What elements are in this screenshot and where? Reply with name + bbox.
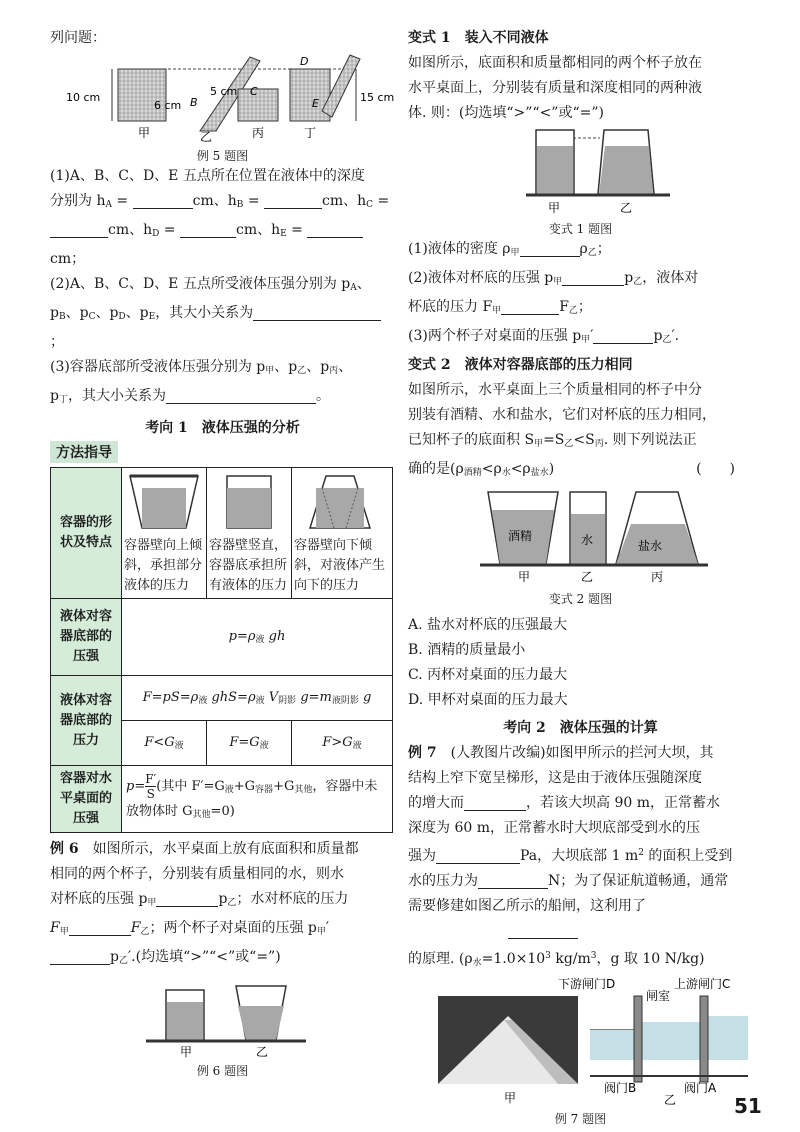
ex6-cup-jia: 甲 [180,1045,193,1058]
variant1-caption: 变式 1 题图 [548,222,613,236]
answer-blank[interactable] [50,222,108,238]
example-7: 例 7 (人教图片改编)如图甲所示的拦河大坝，其 结构上窄下宽呈梯形，这是由于液体压强随深度 的增大而 ，若该大坝高 90 m，正常蓄水 深度为 60 m，正常蓄水时大坝底部受到水的压 强为 Pa，大坝底部 1 $m^2$ 的面积上受到 水的压力为 N；为了保证航道畅通，通常 需要修建如图乙所示的船闸，这利用了 的原理. ($\rho_水=1.0\times 10^3$ $kg/m^3$，g 取 10 N/kg) [408,745,733,968]
photo-jia: 甲 [504,1091,517,1105]
container-up-cell: 容器壁向上倾斜，承担部分液体的压力 [122,468,207,599]
valve-b-label: 阀门B [604,1081,637,1095]
answer-blank[interactable] [166,388,316,404]
example5-figure [50,51,395,143]
example-6: 例 6 如图所示，水平桌面上放有底面积和质量都 相同的两个杯子，分别装有质量相同的水，则水 对杯底的压强 $p_甲$ $p_乙$；水对杯底的压力 $F_甲$ $F_乙$；两个杯子对桌面的压强 $p_甲'$ $p_乙'$.(均选填“>”“<”或“=”) [50,841,359,966]
variant2-options [408,613,753,713]
method-guide-table [50,467,393,833]
force-greater: $F>G_液$ [292,721,393,766]
container-wider-top-icon [124,470,204,532]
row-head-shape: 容器的形状及特点 [51,468,122,599]
intro-text: 列问题： [50,30,106,46]
label-E: E [312,97,319,110]
variant2-figure [408,486,753,586]
section-heading-2: 考向 2 液体压强的计算 [503,720,658,736]
answer-blank[interactable] [593,328,653,344]
label-6cm: 6 cm [154,99,182,112]
v2-cup-jia: 甲 [518,570,531,584]
row-head-table-pressure: 容器对水平桌面的压强 [51,766,122,833]
variant2-title: 变式 2 液体对容器底部的压力相同 [408,357,633,373]
option-d[interactable]: D. 甲杯对桌面的压力最大 [408,692,568,708]
answer-blank[interactable] [478,873,548,889]
option-a[interactable]: A. 盐水对杯底的压强最大 [408,617,568,633]
label-15cm: 15 cm [360,91,395,104]
answer-blank[interactable] [133,193,193,209]
method-guide-tag: 方法指导 [50,441,118,463]
row-head-force: 液体对容器底部的压力 [51,676,122,766]
table-pressure-formula: p= $\frac{F'}{S}$ (其中 $F'=G_液+G_{容器}+G_{其他}$，容器中未放物体时 $G_{其他}=0$) [122,766,393,833]
right-column [408,26,753,1127]
container-vertical-cell: 容器壁竖直，容器底承担所有液体的压力 [207,468,292,599]
label-10cm: 10 cm [66,91,101,104]
cup-yi: 乙 [200,130,213,143]
variant1-questions: (1)液体的密度 $\rho_甲$ $\rho_乙$； (2)液体对杯底的压强 $p_甲$ $p_乙$，液体对 杯底的压力 $F_甲$ $F_乙$； (3)两个杯子对桌面的压强 $p_甲'$ $p_乙'$. [408,241,699,345]
answer-blank[interactable] [156,891,218,907]
question-1: (1)A、B、C、D、E 五点所在位置在液体中的深度 分别为 $h_A$ = cm、$h_B$ = cm、$h_C$ = cm、$h_D$ = cm、$h_E$ = cm； [50,168,390,267]
variant1-figure [408,126,753,216]
force-equal: $F=G_液$ [207,721,292,766]
section-heading-1: 考向 1 液体压强的分析 [145,420,300,436]
answer-blank[interactable] [253,305,381,321]
container-narrow-top-icon [294,470,386,532]
cup-jia: 甲 [138,126,151,140]
liquid-water: 水 [581,533,594,547]
answer-blank[interactable] [436,848,520,864]
example7-caption: 例 7 题图 [554,1112,607,1126]
pressure-formula: $p=\rho_液$ gh [122,599,393,676]
example7-figure [408,976,753,1106]
question-2: (2)A、B、C、D、E 五点所受液体压强分别为 $p_A$、 $p_B$、$p_C$、$p_D$、$p_E$，其大小关系为； [50,272,395,355]
answer-blank[interactable] [264,193,322,209]
force-formula: $F=pS=\rho_液$ $ghS=\rho_液$ $V_{阴影}$ $g=m_{液阴影}$ g [122,676,393,721]
variant1-text: 如图所示，底面积和质量都相同的两个杯子放在 水平桌面上，分别装有质量和深度相同的两种液 体. 则：(均选填“>”“<”或“=”) [408,55,702,121]
v1-cup-jia: 甲 [548,201,561,215]
row-head-pressure: 液体对容器底部的压强 [51,599,122,676]
force-less: $F<G_液$ [122,721,207,766]
label-5cm: 5 cm [210,85,238,98]
page-number: 51 [734,1094,762,1118]
valve-a-label: 阀门A [684,1081,717,1095]
answer-blank[interactable] [464,795,526,811]
example5-caption: 例 5 题图 [196,149,249,163]
v2-cup-yi: 乙 [581,570,594,584]
ex6-cup-yi: 乙 [256,1045,269,1058]
cup-bing: 丙 [252,126,265,140]
option-c[interactable]: C. 丙杯对桌面的压力最大 [408,667,568,683]
answer-blank[interactable] [307,222,363,238]
liquid-alcohol: 酒精 [508,529,533,543]
up-gate-label: 上游闸门C [674,977,731,991]
answer-blank[interactable] [501,299,559,315]
down-gate-label: 下游闸门D [558,977,616,991]
cup-ding: 丁 [304,126,317,140]
left-column [50,26,395,1079]
option-b[interactable]: B. 酒精的质量最小 [408,642,526,658]
diagram-yi: 乙 [664,1093,677,1106]
container-straight-icon [209,470,289,532]
label-B: B [190,96,198,109]
label-D: D [300,55,309,68]
liquid-brine: 盐水 [638,539,663,553]
variant2-caption: 变式 2 题图 [548,592,613,606]
label-C: C [250,85,258,98]
v2-cup-bing: 丙 [651,570,664,584]
container-down-cell: 容器壁向下倾斜，对液体产生向下的压力 [292,468,393,599]
answer-blank[interactable] [180,222,236,238]
answer-blank[interactable] [50,949,110,965]
question-3: (3)容器底部所受液体压强分别为 $p_甲$、$p_乙$、$p_丙$、 $p_丁$，其大小关系为 。 [50,359,353,405]
chamber-label: 闸室 [646,989,671,1003]
answer-blank[interactable] [508,923,578,939]
answer-blank[interactable] [69,920,131,936]
example6-figure [50,974,395,1058]
v1-cup-yi: 乙 [620,201,633,215]
variant1-title: 变式 1 装入不同液体 [408,30,549,46]
example6-caption: 例 6 题图 [196,1064,249,1078]
answer-blank[interactable] [520,241,580,257]
answer-paren[interactable]: ( ) [696,461,735,477]
variant2-text: 如图所示，水平桌面上三个质量相同的杯子中分 别装有酒精、水和盐水，它们对杯底的压力相同， 已知杯子的底面积 $S_甲=S_乙<S_丙$. 则下列说法正 确的是$(\rho_{酒精}<\rho_水<\rho_{盐水})$ ( ) [408,378,753,486]
answer-blank[interactable] [562,270,624,286]
